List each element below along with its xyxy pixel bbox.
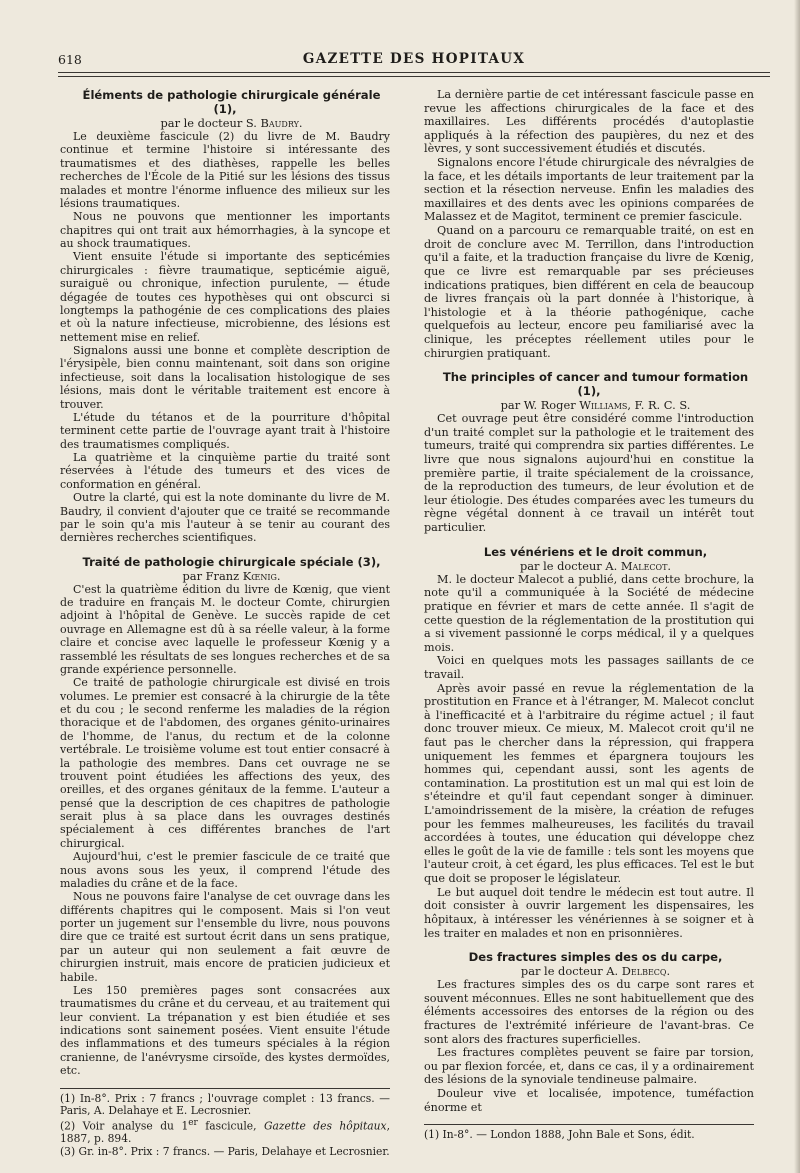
- paragraph: Le but auquel doit tendre le médecin est tout autre. Il doit consister à ouvrir largement les dispensaires, les hôpitaux, à intéresser les vénériennes à se soigner et à les traiter en malades et non en prisonnières.: [424, 885, 754, 940]
- section-author: par W. Roger Williams, F. R. C. S.: [500, 398, 691, 413]
- footnote: (3) Gr. in-8°. Prix : 7 francs. — Paris, Delahaye et Lecrosnier.: [60, 1144, 390, 1158]
- paragraph: Après avoir passé en revue la réglementation de la prostitution en France et à l'étranger, M. Malecot conclut à l'inefficacité et à l'arbitraire du régime actuel ; il faut donc trouver mieux. Ce mieux, M. Malecot croit qu'il ne faut pas le chercher dans la répression, qui frappera uniquement les femmes et épargnera toujours les hommes qui, cependant aussi, sont les agents de contamination. La prostitution est un mal qui est loin de s'éteindre et qu'il faut cependant songer à diminuer. L'amoindrissement de la misère, la création de refuges pour les femmes malheureuses, les facilités du travail accordées à toutes, une éducation qui développe chez elles le goût de la vie de famille : tels sont les moyens que l'auteur croit, à cet égard, les plus efficaces. Tel est le but que doit se proposer le législateur.: [424, 681, 754, 886]
- section-title: Éléments de pathologie chirurgicale générale (1),: [82, 88, 381, 116]
- header-rule-secondary: [58, 76, 770, 77]
- section-title: The principles of cancer and tumour formation (1),: [442, 370, 749, 399]
- paragraph: C'est la quatrième édition du livre de Kœnig, que vient de traduire en français M. le docteur Comte, chirurgien adjoint à l'hôpital de Genève. Le succès rapide de cet ouvrage en Allemagne est dû à sa réelle valeur, à la forme claire et concise avec laquelle le professeur Kœnig y a rassemblé les résultats de ses longues recherches et de sa grande expérience personnelle.: [60, 582, 390, 676]
- paragraph: Quand on a parcouru ce remarquable traité, on est en droit de conclure avec M. Terrillon, dans l'introduction qu'il a faite, et la traduction française du livre de Kœnig, que ce livre est remarquable par ses précieuses indications pratiques, bien différent en cela de beaucoup de livres français où la part donnée à l'historique, à l'histologie et à la théorie pathogénique, cache quelquefois au lecteur, encore peu familiarisé avec la clinique, les préceptes réellement utiles pour le chirurgien pratiquant.: [424, 224, 754, 360]
- section-author: par le docteur A. Delbecq.: [520, 964, 671, 979]
- header-rule: [58, 72, 770, 73]
- section-author: par le docteur A. Malecot.: [519, 558, 672, 573]
- review-baudry: [60, 88, 390, 545]
- paragraph: Outre la clarté, qui est la note dominante du livre de M. Baudry, il convient d'ajouter que ce traité se recommande par le soin qu'a mis l'auteur à se tenir au courant des dernières recherches scientifiques.: [60, 491, 390, 545]
- paragraph: L'étude du tétanos et de la pourriture d'hôpital terminent cette partie de l'ouvrage ayant trait à l'histoire des traumatismes compliqués.: [60, 410, 390, 451]
- paragraph: Nous ne pouvons faire l'analyse de cet ouvrage dans les différents chapitres qui le composent. Mais si l'on veut porter un jugement sur l'ensemble du livre, nous pouvons dire que ce traité est surtout écrit dans un sens pratique, par un auteur qui non seulement a fait œuvre de chirurgien instruit, mais encore de praticien judicieux et habile.: [60, 890, 390, 984]
- page-edge-shadow: [794, 0, 800, 1173]
- paragraph: Vient ensuite l'étude si importante des septicémies chirurgicales : fièvre traumatique, septicémie aiguë, suraiguë ou chronique, infection purulente, — étude dégagée de toutes ces hypothèses qui ont obscurci si longtemps la pathogénie de ces complications des plaies et où la nature infectieuse, microbienne, des lésions est nettement mise en relief.: [60, 250, 390, 344]
- paragraph: La dernière partie de cet intéressant fascicule passe en revue les affections chirurgicales de la face et des maxillaires. Les différents procédés d'autoplastie appliqués à la réfection des paupières, du nez et des lèvres, y sont successivement étudiés et discutés.: [424, 88, 754, 156]
- footnote: (1) In-8°. — London 1888, John Bale et Sons, édit.: [424, 1128, 695, 1142]
- review-malecot: [424, 545, 754, 940]
- footnote-rule: [424, 1124, 754, 1125]
- review-williams: [424, 370, 754, 534]
- section-title: Les vénériens et le droit commun,: [483, 544, 708, 559]
- page-header: [58, 50, 770, 70]
- footnote-rule: [60, 1088, 390, 1089]
- section-title: Des fractures simples des os du carpe,: [468, 950, 723, 965]
- review-delbecq: [424, 950, 754, 1114]
- paragraph: Aujourd'hui, c'est le premier fascicule de ce traité que nous avons sous les yeux, il comprend l'étude des maladies du crâne et de la face.: [60, 850, 390, 890]
- footnote: (1) In-8°. Prix : 7 francs ; l'ouvrage complet : 13 francs. — Paris, A. Delahaye et E. Lecrosnier.: [60, 1091, 390, 1117]
- section-author: par le docteur S. Baudry.: [160, 116, 303, 130]
- section-author: par Franz Kœnig.: [182, 568, 281, 583]
- journal-title: GAZETTE DES HOPITAUX: [302, 51, 526, 67]
- footnote: (2) Voir analyse du 1er fascicule, Gazette des hôpitaux, 1887, p. 894.: [60, 1118, 390, 1146]
- paragraph: Signalons encore l'étude chirurgicale des névralgies de la face, et les détails importants de leur traitement par la section et la résection nerveuse. Enfin les maladies des maxillaires et des dents avec les opinions comparées de Malassez et de Magitot, terminent ce premier fascicule.: [424, 156, 754, 224]
- paragraph: M. le docteur Malecot a publié, dans cette brochure, la note qu'il a communiquée à la Société de médecine pratique en février et mars de cette année. Il s'agit de cette question de la réglementation de la prostitution qui a si vivement passionné le corps médical, il y a quelques mois.: [424, 572, 754, 654]
- review-koenig: [60, 555, 390, 1078]
- page-number: 618: [58, 52, 82, 67]
- paragraph: Nous ne pouvons que mentionner les importants chapitres qui ont trait aux hémorrhagies, à la syncope et au shock traumatiques.: [60, 210, 390, 250]
- paragraph: Douleur vive et localisée, impotence, tuméfaction énorme et: [424, 1087, 754, 1114]
- paragraph: Voici en quelques mots les passages saillants de ce travail.: [424, 654, 754, 681]
- paragraph: Les fractures simples des os du carpe sont rares et souvent méconnues. Elles ne sont habituellement que des éléments accessoires des entorses de la région ou des fractures de l'extrémité inférieure de l'avant-bras. Ce sont alors des fractures superficielles.: [424, 978, 754, 1046]
- paragraph: Ce traité de pathologie chirurgicale est divisé en trois volumes. Le premier est consacré à la chirurgie de la tête et du cou ; le second renferme les maladies de la région thoracique et de l'abdomen, des organes génito-urinaires de l'homme, de l'anus, du rectum et de la colonne vertébrale. Le troisième volume est tout entier consacré à la pathologie des membres. Dans cet ouvrage ne se trouvent point étudiées les affections des yeux, des oreilles, et des organes génitaux de la femme. L'auteur a pensé que la description de ces chapitres de pathologie serait plus à sa place dans les ouvrages destinés spécialement à ces différentes branches de l'art chirurgical.: [60, 676, 390, 850]
- paragraph: Le deuxième fascicule (2) du livre de M. Baudry continue et termine l'histoire si intéressante des traumatismes et des diathèses, rappelle les belles recherches de l'École de la Pitié sur les lésions des tissus malades et montre l'énorme influence des milieux sur les lésions traumatiques.: [60, 130, 390, 210]
- paragraph: Les fractures complètes peuvent se faire par torsion, ou par flexion forcée, et, dans ce cas, il y a ordinairement des lésions de la synoviale tendineuse palmaire.: [424, 1046, 754, 1087]
- paragraph: Cet ouvrage peut être considéré comme l'introduction d'un traité complet sur la pathologie et le traitement des tumeurs, traité qui comprendra six parties différentes. Le livre que nous signalons aujourd'hui en constitue la première partie, il traite spécialement de la croissance, de la reproduction des tumeurs, de leur évolution et de leur étiologie. Des études comparées avec les tumeurs du règne végétal donnent à ce travail un intérêt tout particulier.: [424, 412, 754, 535]
- section-title: Traité de pathologie chirurgicale spéciale (3),: [82, 554, 381, 569]
- paragraph: Les 150 premières pages sont consacrées aux traumatismes du crâne et du cerveau, et au traitement qui leur convient. La trépanation y est bien étudiée et ses indications sont sainement posées. Vient ensuite l'étude des inflammations et des tumeurs spéciales à la région cranienne, de l'anévrysme cirsoïde, des kystes dermoïdes, etc.: [60, 983, 390, 1078]
- footnotes: [60, 1093, 390, 1159]
- right-column: [424, 88, 754, 1142]
- paragraph: La quatrième et la cinquième partie du traité sont réservées à l'étude des tumeurs et des vices de conformation en général.: [60, 451, 390, 491]
- left-column: [60, 88, 390, 1158]
- paragraph: Signalons aussi une bonne et complète description de l'érysipèle, bien connu maintenant, soit dans son origine infectieuse, soit dans la localisation histologique de ses lésions, mais dont le véritable traitement est encore à trouver.: [60, 344, 390, 411]
